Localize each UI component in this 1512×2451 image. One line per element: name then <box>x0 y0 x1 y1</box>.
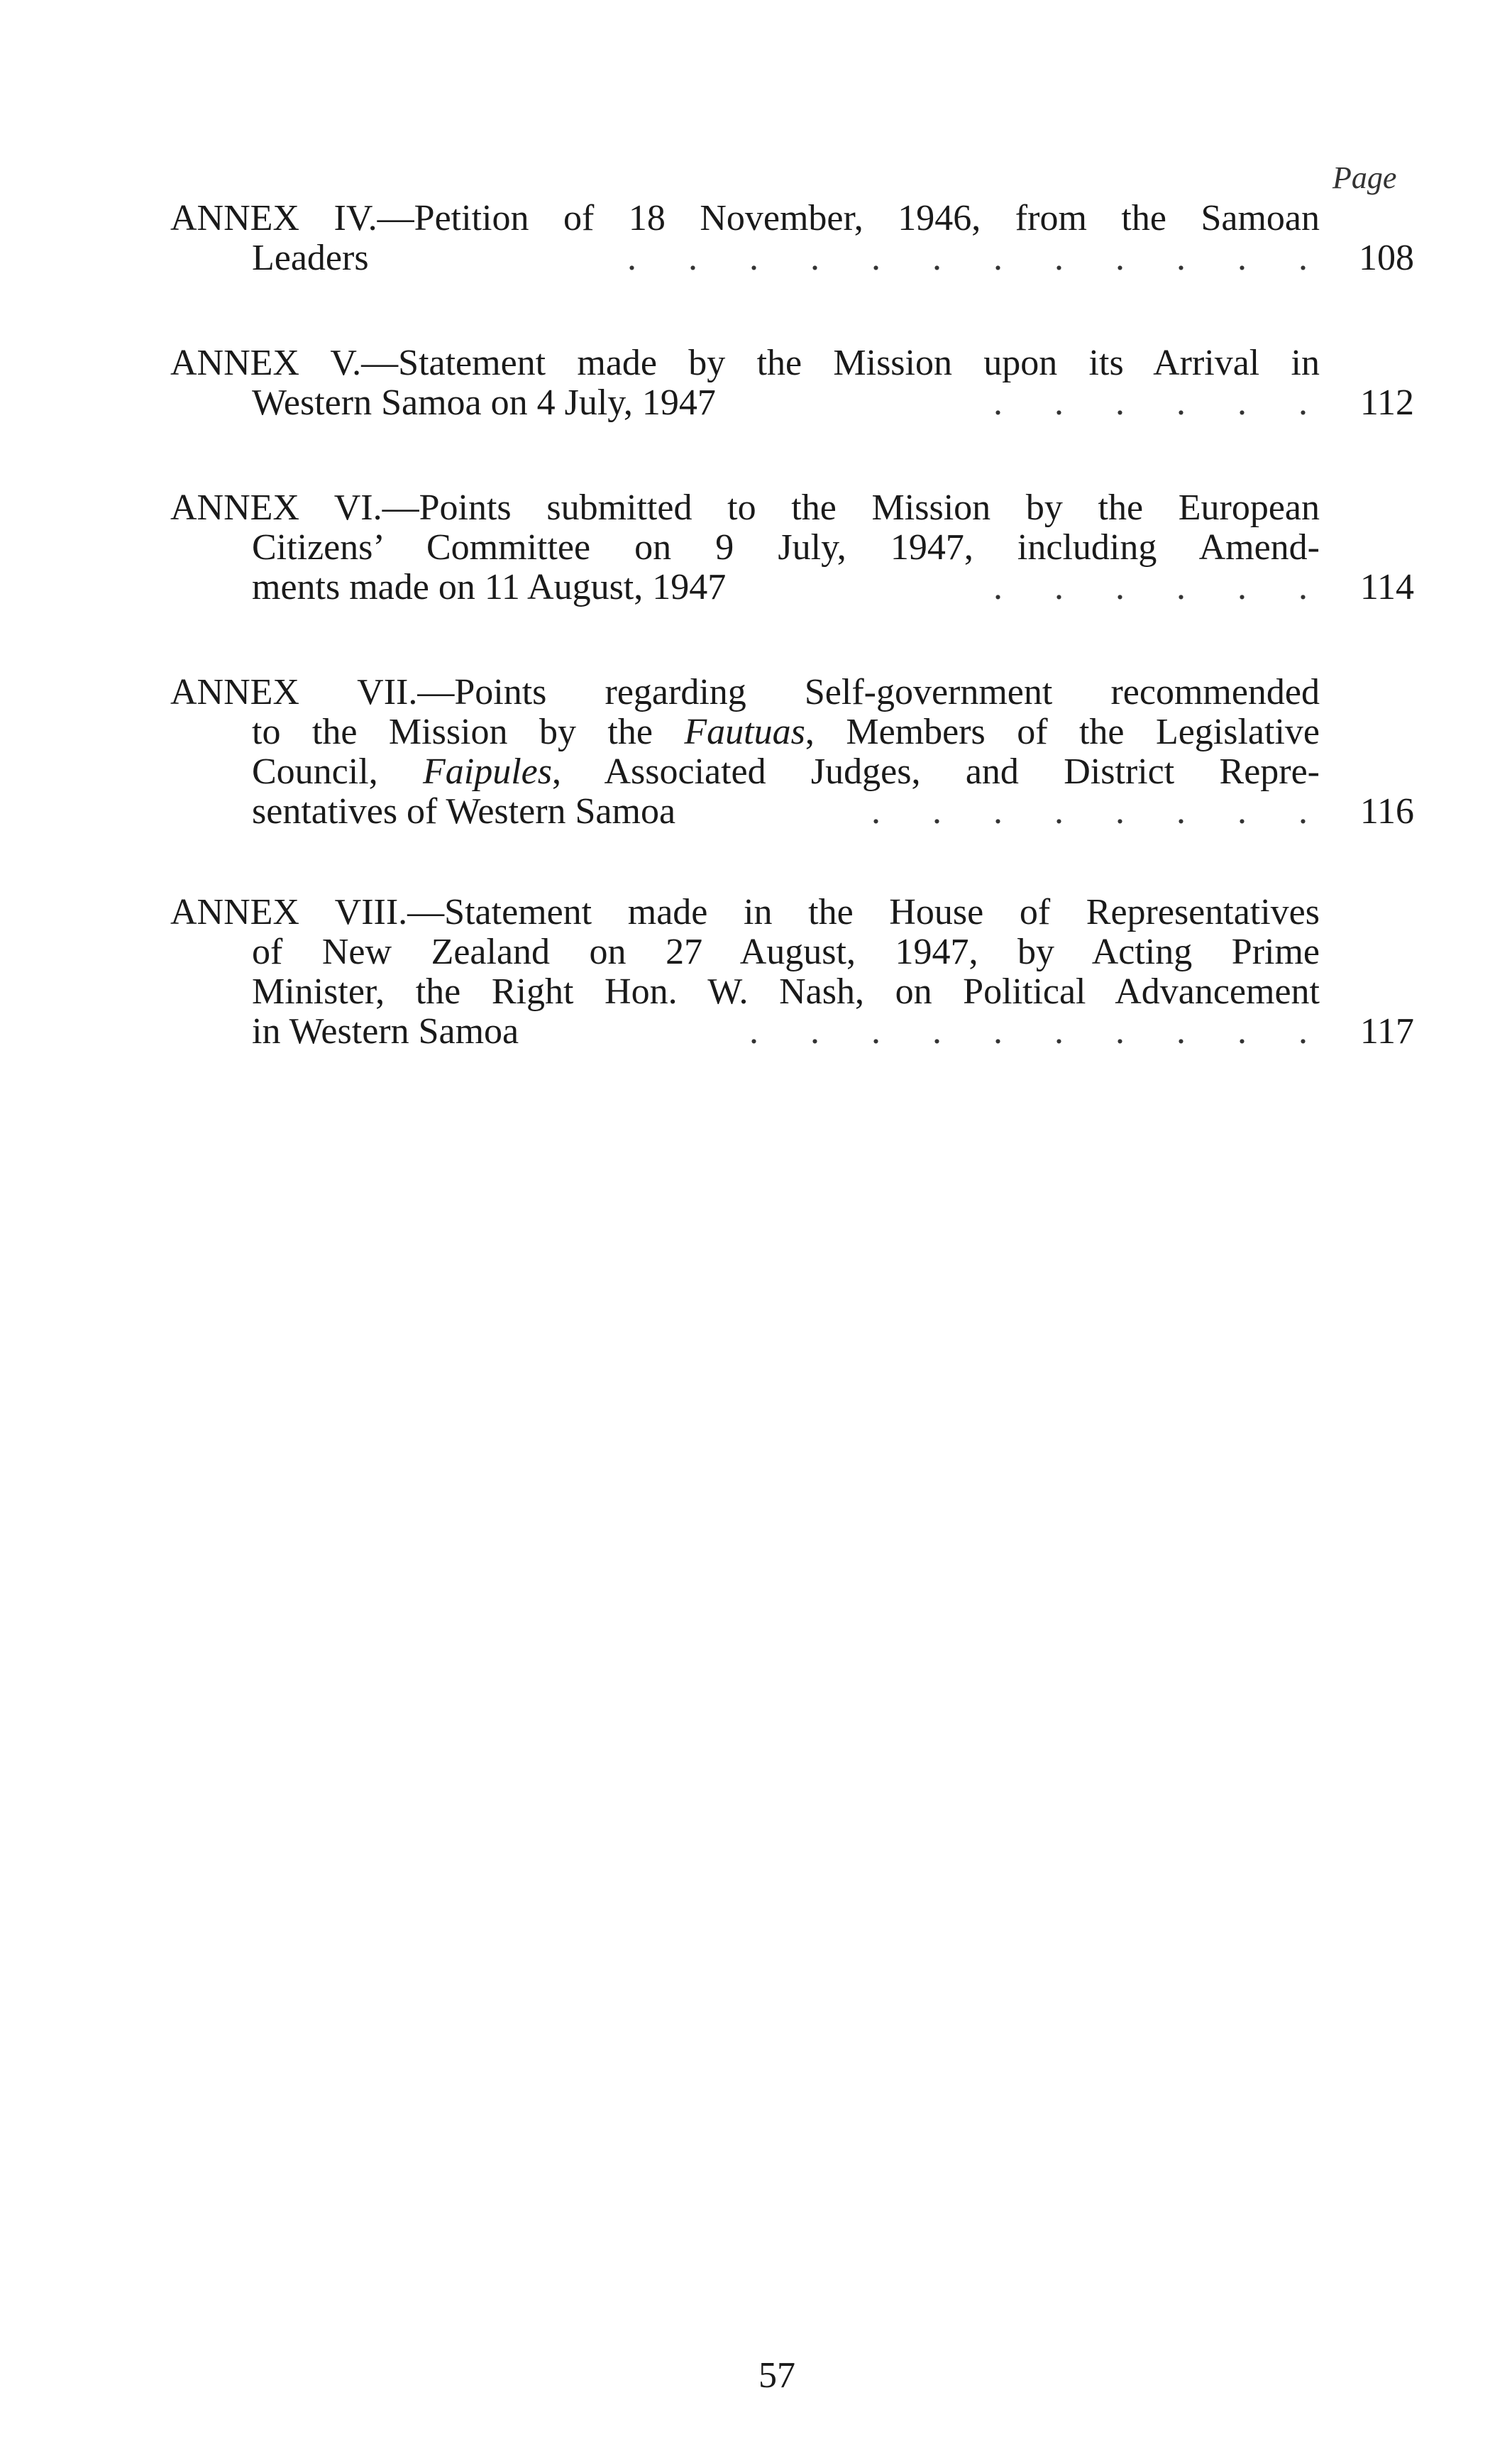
entry-last-line <box>170 383 1414 423</box>
entry-last-text: Leaders <box>252 238 369 278</box>
entry-last-text: ments made on 11 August, 1947 <box>252 567 727 607</box>
entry-line-text: , Members of the Legislative <box>805 712 1320 752</box>
page-number: 114 <box>1359 567 1414 607</box>
leader-dots: . . . . . . <box>993 568 1329 607</box>
entry-last-text: in Western Samoa <box>252 1011 519 1052</box>
entry-last-text: sentatives of Western Samoa <box>252 791 676 832</box>
entry-line-text: to the Mission by the <box>252 712 685 752</box>
page-number: 112 <box>1359 382 1414 423</box>
toc-entry-annex-vi <box>170 488 1414 607</box>
entry-line <box>170 752 1320 792</box>
entry-line: of New Zealand on 27 August, 1947, by Acting Prime <box>252 932 1320 972</box>
page-column-label: Page <box>1332 160 1397 195</box>
entry-line-text: , Associated Judges, and District Repre- <box>551 751 1320 792</box>
page-number: 108 <box>1359 238 1414 278</box>
entry-last-line <box>170 238 1414 278</box>
entry-line-text: ANNEX VII.—Points regarding Self-government recommended <box>170 672 1320 712</box>
toc-entry-annex-iv <box>170 199 1414 278</box>
page-number: 116 <box>1359 791 1414 832</box>
leader-dots: . . . . . . . . . . . . <box>627 238 1329 278</box>
leader-dots: . . . . . . <box>993 383 1329 423</box>
entry-line: ANNEX IV.—Petition of 18 November, 1946, from the Samoan <box>170 198 1320 238</box>
entry-last-line <box>170 568 1414 607</box>
entry-last-text: Western Samoa on 4 July, 1947 <box>252 382 716 423</box>
toc-entry-annex-viii <box>170 893 1414 1052</box>
toc-entry-annex-vii <box>170 673 1414 832</box>
entry-line <box>170 673 1320 712</box>
italic-term: Fautuas <box>684 712 805 752</box>
entry-last-line <box>170 792 1414 832</box>
italic-term: Faipules <box>423 751 552 792</box>
page-number: 117 <box>1359 1011 1414 1052</box>
page-folio-number: 57 <box>758 2355 795 2396</box>
leader-dots: . . . . . . . . . . <box>749 1012 1329 1052</box>
entry-line <box>170 712 1320 752</box>
entry-line: ANNEX VI.—Points submitted to the Mission by the European <box>170 488 1320 528</box>
leader-dots: . . . . . . . . <box>871 792 1329 832</box>
entry-line-text: Council, <box>252 751 423 792</box>
entry-line: Minister, the Right Hon. W. Nash, on Political Advancement <box>252 971 1320 1012</box>
entry-line: Citizens’ Committee on 9 July, 1947, including Amend- <box>252 527 1320 568</box>
entry-last-line <box>170 1012 1414 1052</box>
entry-line: ANNEX V.—Statement made by the Mission upon its Arrival in <box>170 343 1320 383</box>
entry-line: ANNEX VIII.—Statement made in the House of Representatives <box>170 892 1320 932</box>
toc-entry-annex-v <box>170 343 1414 423</box>
